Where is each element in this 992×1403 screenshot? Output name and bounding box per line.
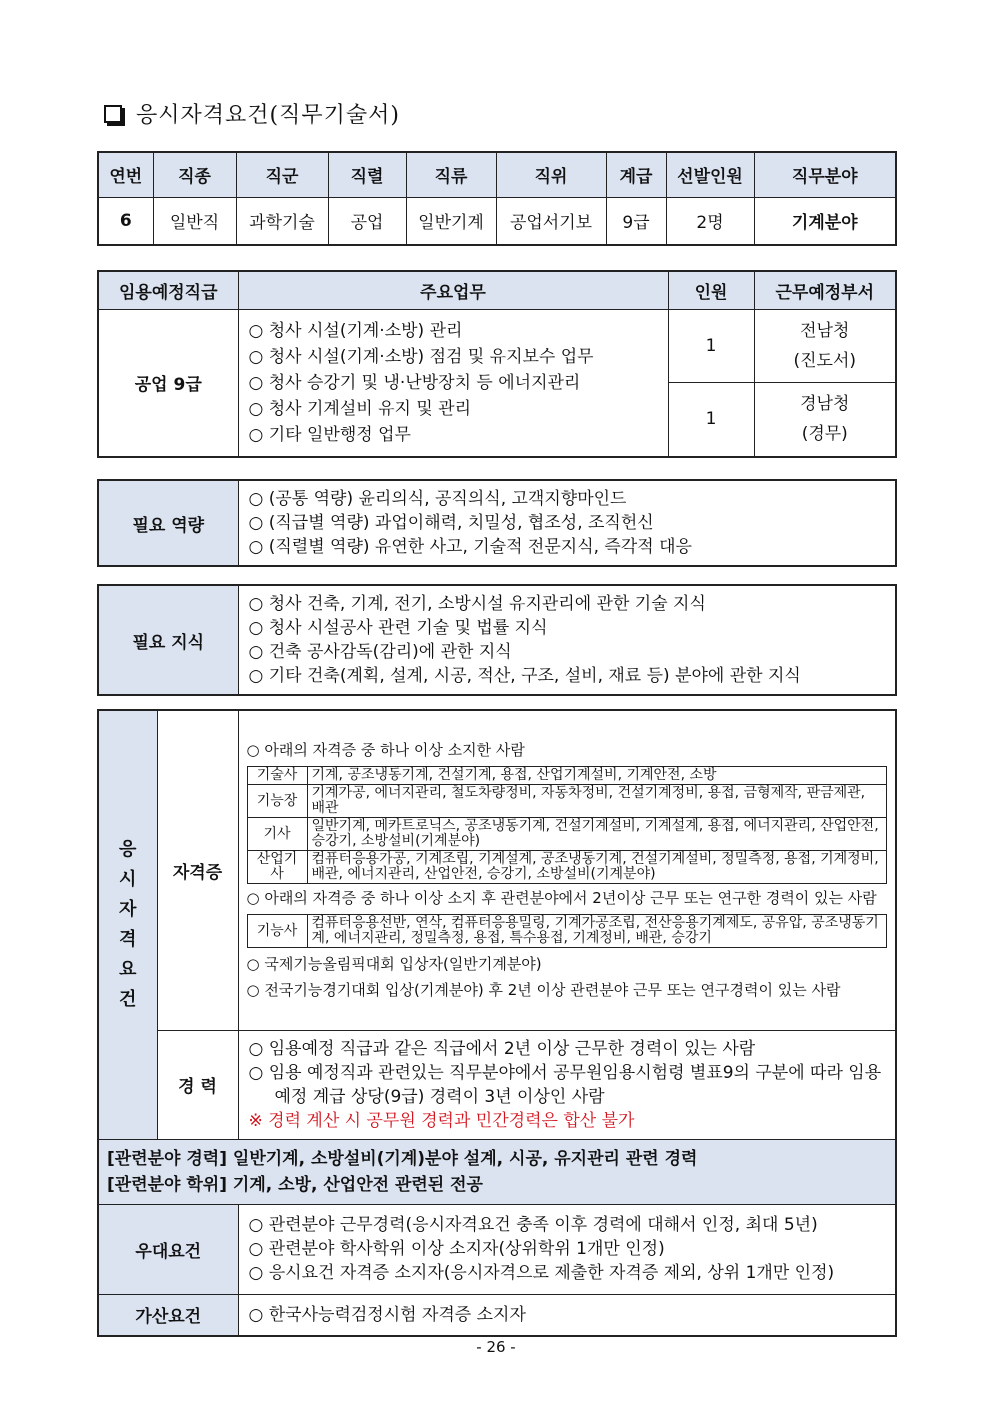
bonus-label: 가산요건 xyxy=(98,1294,238,1336)
header-cell: 주요업무 xyxy=(238,271,668,309)
header-cell: 직종 xyxy=(153,152,236,197)
cert-label: 자격증 xyxy=(157,710,238,1030)
value-cell: 9급 xyxy=(606,197,666,245)
list-item: ○ (직급별 역량) 과업이해력, 치밀성, 협조성, 조직헌신 xyxy=(249,511,886,535)
dept-sub: (진도서) xyxy=(793,350,857,371)
info-value-row xyxy=(98,197,896,245)
duty-header-row xyxy=(98,271,896,309)
dept-cell xyxy=(754,383,896,457)
field-degree: [관련분야 학위] 기계, 소방, 산업안전 관련된 전공 xyxy=(107,1174,483,1195)
header-cell: 임용예정직급 xyxy=(98,271,238,309)
career-label: 경 력 xyxy=(157,1030,238,1139)
competency-label: 필요 역량 xyxy=(98,480,238,566)
value-cell: 일반직 xyxy=(153,197,236,245)
list-item: ○ 한국사능력검정시험 자격증 소지자 xyxy=(249,1303,886,1327)
dept-name: 경남청 xyxy=(800,394,850,415)
side-char: 시 xyxy=(119,868,137,890)
list-item: ○ 관련분야 근무경력(응시자격요건 충족 이후 경력에 대해서 인정, 최대 5년) xyxy=(249,1213,886,1237)
list-item: ○ 청사 건축, 기계, 전기, 소방시설 유지관리에 관한 기술 지식 xyxy=(249,592,886,616)
header-cell: 직위 xyxy=(496,152,606,197)
cert-content xyxy=(238,710,896,1030)
cert-desc: 컴퓨터응용가공, 기계조립, 기계설계, 공조냉동기계, 건설기계설비, 정밀측정, 용접, 기계정비, 배관, 에너지관리, 산업안전, 승강기, 소방설비(기계분야) xyxy=(307,851,887,884)
qualification-table xyxy=(97,709,897,1337)
header-cell: 직군 xyxy=(236,152,328,197)
header-cell: 직류 xyxy=(406,152,496,197)
knowledge-label: 필요 지식 xyxy=(98,585,238,695)
side-char: 격 xyxy=(119,928,137,950)
side-char: 자 xyxy=(119,898,137,920)
cert-extra: ○ 전국기능경기대회 입상(기계분야) 후 2년 이상 관련분야 근무 또는 연구경력이 있는 사람 xyxy=(247,980,888,1000)
cert-extra: ○ 국제기능올림픽대회 입상자(일반기계분야) xyxy=(247,954,888,974)
task-item: ○ 청사 시설(기계·소방) 관리 xyxy=(248,320,463,341)
list-item: ○ 관련분야 학사학위 이상 소지자(상위학위 1개만 인정) xyxy=(249,1237,886,1261)
cert-type: 산업기사 xyxy=(247,851,307,884)
list-item: ○ 응시요건 자격증 소지자(응시자격으로 제출한 자격증 제외, 상위 1개만 인정) xyxy=(249,1261,886,1285)
position-info-table xyxy=(97,151,897,246)
info-header-row xyxy=(98,152,896,197)
cert-desc: 기계, 공조냉동기계, 건설기계, 용접, 산업기계설비, 기계안전, 소방 xyxy=(307,767,887,785)
cert-type: 기능장 xyxy=(247,785,307,818)
value-cell: 2명 xyxy=(666,197,754,245)
cert-desc: 일반기계, 메카트로닉스, 공조냉동기계, 건설기계설비, 기계설계, 용접, 에너지관리, 산업안전, 승강기, 소방설비(기계분야) xyxy=(307,818,887,851)
knowledge-table xyxy=(97,584,897,696)
cert-desc: 컴퓨터응용선반, 연삭, 컴퓨터응용밀링, 기계가공조립, 전산응용기계제도, 공유압, 공조냉동기계, 에너지관리, 정밀측정, 용접, 특수용접, 기계정비, 배관, 승강기 xyxy=(307,915,887,948)
bonus-list xyxy=(238,1294,896,1336)
list-item: ○ 건축 공사감독(감리)에 관한 지식 xyxy=(249,640,886,664)
list-item: ○ (직렬별 역량) 유연한 사고, 기술적 전문지식, 즉각적 대응 xyxy=(249,535,886,559)
header-cell: 계급 xyxy=(606,152,666,197)
side-char: 응 xyxy=(119,838,137,860)
page-title-text: 응시자격요건(직무기술서) xyxy=(136,103,400,128)
count-cell: 1 xyxy=(668,309,754,383)
cert-type: 기술사 xyxy=(247,767,307,785)
career-item: ○ 임용예정 직급과 같은 직급에서 2년 이상 근무한 경력이 있는 사람 xyxy=(249,1037,886,1061)
competency-list xyxy=(238,480,896,566)
duty-table xyxy=(97,270,897,458)
cert-intro: ○ 아래의 자격증 중 하나 이상 소지한 사람 xyxy=(247,740,888,760)
side-char: 요 xyxy=(119,958,137,980)
value-cell: 공업서기보 xyxy=(496,197,606,245)
career-item: ○ 임용 예정직과 관련있는 직무분야에서 공무원임용시험령 별표9의 구분에 따라 임용예정 계급 상당(9급) 경력이 3년 이상인 사람 xyxy=(249,1061,886,1109)
list-item: ○ 기타 건축(계획, 설계, 시공, 적산, 구조, 설비, 재료 등) 분야에 관한 지식 xyxy=(249,664,886,688)
competency-table xyxy=(97,479,897,567)
grade-cell: 공업 9급 xyxy=(98,309,238,457)
knowledge-list xyxy=(238,585,896,695)
cert-type: 기능사 xyxy=(247,915,307,948)
cert-type: 기사 xyxy=(247,818,307,851)
count-cell: 1 xyxy=(668,383,754,457)
field-career: [관련분야 경력] 일반기계, 소방설비(기계)분야 설계, 시공, 유지관리 관련 경력 xyxy=(107,1148,698,1169)
duty-row xyxy=(98,309,896,383)
dept-cell xyxy=(754,309,896,383)
dept-name: 전남청 xyxy=(800,320,850,341)
value-cell: 일반기계 xyxy=(406,197,496,245)
list-item: ○ (공통 역량) 윤리의식, 공직의식, 고객지향마인드 xyxy=(249,487,886,511)
cert-desc: 기계가공, 에너지관리, 철도차량정비, 자동차정비, 건설기계정비, 용접, 금형제작, 판금제관, 배관 xyxy=(307,785,887,818)
value-cell: 기계분야 xyxy=(754,197,896,245)
qualification-side-label xyxy=(98,710,157,1139)
career-note: ※ 경력 계산 시 공무원 경력과 민간경력은 합산 불가 xyxy=(248,1110,635,1131)
header-cell: 직렬 xyxy=(328,152,406,197)
header-cell: 직무분야 xyxy=(754,152,896,197)
value-cell: 6 xyxy=(98,197,153,245)
header-cell: 선발인원 xyxy=(666,152,754,197)
related-field-row xyxy=(98,1139,896,1204)
list-item: ○ 청사 시설공사 관련 기술 및 법률 지식 xyxy=(249,616,886,640)
header-cell: 인원 xyxy=(668,271,754,309)
task-item: ○ 청사 시설(기계·소방) 점검 및 유지보수 업무 xyxy=(248,346,594,367)
preference-list xyxy=(238,1204,896,1294)
checkbox-square-icon xyxy=(104,105,122,123)
header-cell: 근무예정부서 xyxy=(754,271,896,309)
preference-label: 우대요건 xyxy=(98,1204,238,1294)
header-cell: 연번 xyxy=(98,152,153,197)
career-content xyxy=(238,1030,896,1139)
cert-table-2 xyxy=(247,914,888,948)
page-number: - 26 - xyxy=(476,1338,516,1356)
cert-table-1 xyxy=(247,766,888,884)
value-cell: 공업 xyxy=(328,197,406,245)
value-cell: 과학기술 xyxy=(236,197,328,245)
task-item: ○ 기타 일반행정 업무 xyxy=(248,424,411,445)
task-item: ○ 청사 승강기 및 냉·난방장치 등 에너지관리 xyxy=(248,372,581,393)
dept-sub: (경무) xyxy=(801,424,848,445)
task-list xyxy=(238,309,668,457)
cert-intro: ○ 아래의 자격증 중 하나 이상 소지 후 관련분야에서 2년이상 근무 또는 연구한 경력이 있는 사람 xyxy=(247,888,888,908)
page-title xyxy=(104,98,400,129)
task-item: ○ 청사 기계설비 유지 및 관리 xyxy=(248,398,471,419)
side-char: 건 xyxy=(119,988,137,1010)
